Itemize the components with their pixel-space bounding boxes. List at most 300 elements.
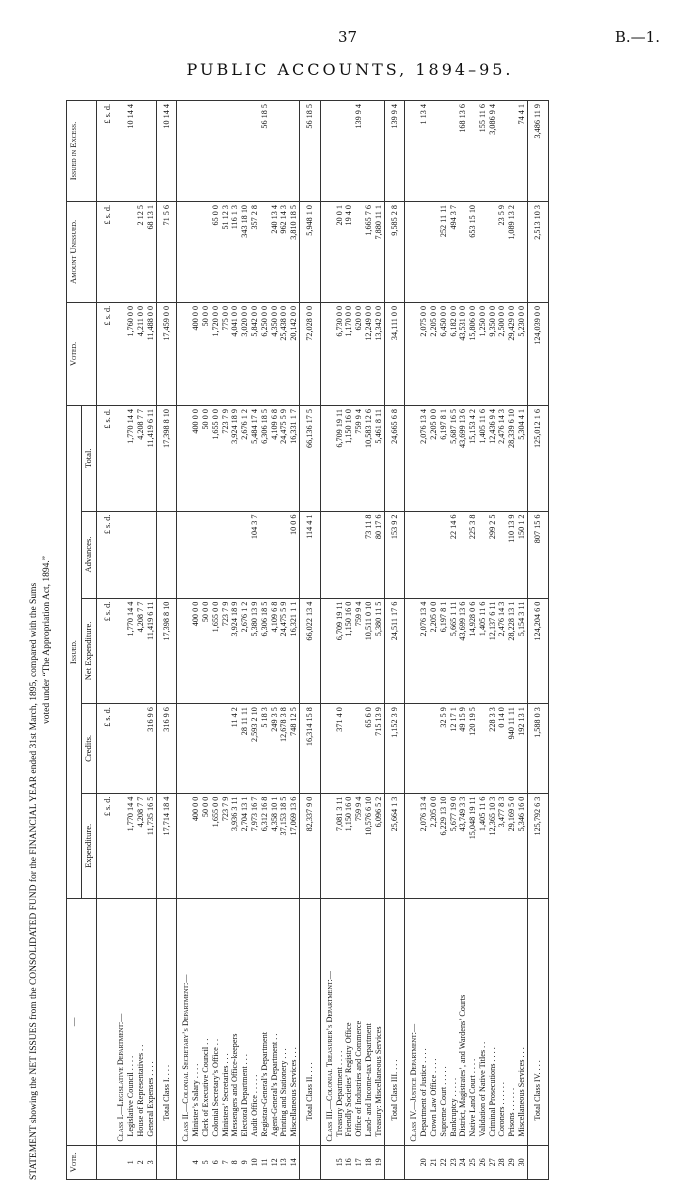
col-advances: Advances.: [81, 511, 96, 598]
amount-voted: 20,142 0 0: [289, 302, 299, 405]
vote-item: Agent-General’s Department . .: [270, 899, 280, 1146]
class-total-row: [299, 101, 320, 1180]
amount-exp: 50 0 0: [201, 793, 211, 898]
table-row: [279, 101, 289, 1180]
amount-excess: 139 9 4: [354, 101, 364, 202]
vote-number: 28: [497, 1145, 507, 1179]
units-label: £ s. d.: [96, 704, 112, 793]
amount-exp: 723 7 9: [221, 793, 231, 898]
amount-net: 12,137 6 11: [488, 598, 498, 703]
vote-number: 10: [250, 1145, 260, 1179]
vote-item: Electoral Department . . .: [240, 899, 250, 1146]
empty-cell: [405, 201, 419, 302]
amount-net: 14,928 0 6: [468, 598, 478, 703]
vote-item: Audit Office . . . . .: [250, 899, 260, 1146]
vote-item: Validation of Native Titles . .: [478, 899, 488, 1146]
table-row: [201, 101, 211, 1180]
total-voted: 17,459 0 0: [156, 302, 177, 405]
statement-heading: STATEMENT showing the NET ISSUES from the CONSOLIDATED FUND for the FINANCIAL YEAR ended 31st March, 1895, compared with the Sums: [29, 582, 39, 1180]
amount-exp: 11,735 16 5: [146, 793, 156, 898]
amount-unissued: 19 4 0: [344, 201, 354, 302]
empty-cell: [320, 1145, 334, 1179]
amount-excess: [146, 101, 156, 202]
total-total: 125,012 1 6: [527, 406, 548, 511]
amount-net: 4,109 6 8: [270, 598, 280, 703]
class-total-label: Total Class III. . . .: [384, 899, 405, 1146]
amount-adv: [335, 511, 345, 598]
amount-excess: [250, 101, 260, 202]
units-label: £ s. d.: [96, 101, 112, 202]
amount-cred: 12,678 3 8: [279, 704, 289, 793]
total-adv: 807 15 6: [527, 511, 548, 598]
amount-net: 4,208 7 7: [136, 598, 146, 703]
amount-net: 16,321 1 1: [289, 598, 299, 703]
amount-unissued: 1,665 7 6: [364, 201, 374, 302]
table-row: [240, 101, 250, 1180]
units-label: £ s. d.: [96, 406, 112, 511]
amount-adv: [439, 511, 449, 598]
amount-unissued: [488, 201, 498, 302]
empty-cell: [320, 598, 334, 703]
class-heading-row: [320, 101, 334, 1180]
amount-total: 43,699 13 6: [458, 406, 468, 511]
total-total: 66,136 17 5: [299, 406, 320, 511]
amount-total: 5,461 8 11: [374, 406, 384, 511]
empty-cell: [320, 793, 334, 898]
total-unissued: 71 5 6: [156, 201, 177, 302]
amount-adv: 150 1 2: [517, 511, 527, 598]
amount-adv: 73 11 8: [364, 511, 374, 598]
amount-adv: 10 0 6: [289, 511, 299, 598]
amount-unissued: 51 12 3: [221, 201, 231, 302]
amount-cred: [419, 704, 429, 793]
amount-excess: 74 4 1: [517, 101, 527, 202]
amount-total: 723 7 9: [221, 406, 231, 511]
amount-unissued: 494 3 7: [449, 201, 459, 302]
vote-number: 12: [270, 1145, 280, 1179]
class-total-row: [384, 101, 405, 1180]
amount-exp: 4,208 7 7: [136, 793, 146, 898]
amount-voted: 775 0 0: [221, 302, 231, 405]
vote-number: 2: [136, 1145, 146, 1179]
amount-voted: 620 0 0: [354, 302, 364, 405]
amount-cred: 316 9 6: [146, 704, 156, 793]
table-row: [468, 101, 478, 1180]
empty-cell: [320, 302, 334, 405]
empty-cell: [177, 101, 191, 202]
amount-adv: [497, 511, 507, 598]
amount-voted: 50 0 0: [201, 302, 211, 405]
total-excess: 139 9 4: [384, 101, 405, 202]
vote-item: District, Magistrates’, and Wardens’ Courts: [458, 899, 468, 1146]
amount-total: 5,304 4 1: [517, 406, 527, 511]
total-voted: 124,039 0 0: [527, 302, 548, 405]
vote-item: Office of Industries and Commerce: [354, 899, 364, 1146]
amount-unissued: [478, 201, 488, 302]
amount-voted: 2,075 0 0: [419, 302, 429, 405]
amount-excess: [136, 101, 146, 202]
vote-number: 17: [354, 1145, 364, 1179]
total-excess: 56 18 5: [299, 101, 320, 202]
amount-exp: 5,346 16 0: [517, 793, 527, 898]
table-row: [146, 101, 156, 1180]
vote-item: Coroners . . . . . .: [497, 899, 507, 1146]
empty-cell: [527, 1145, 548, 1179]
amount-total: 4,109 6 8: [270, 406, 280, 511]
vote-item: Friendly Societies’ Registry Office: [344, 899, 354, 1146]
empty-cell: [112, 704, 126, 793]
empty-cell: [320, 101, 334, 202]
amount-voted: 6,182 0 0: [449, 302, 459, 405]
vote-item: Messengers and Office-keepers: [230, 899, 240, 1146]
amount-adv: [270, 511, 280, 598]
amount-adv: [211, 511, 221, 598]
amount-total: 759 9 4: [354, 406, 364, 511]
table-row: [191, 101, 201, 1180]
vote-number: 29: [507, 1145, 517, 1179]
amount-exp: 2,205 0 0: [429, 793, 439, 898]
amount-excess: 10 14 4: [126, 101, 136, 202]
amount-adv: [458, 511, 468, 598]
amount-adv: 104 3 7: [250, 511, 260, 598]
amount-voted: 3,020 0 0: [240, 302, 250, 405]
amount-excess: [289, 101, 299, 202]
amount-voted: 1,720 0 0: [211, 302, 221, 405]
amount-adv: [201, 511, 211, 598]
vote-number: 30: [517, 1145, 527, 1179]
vote-item: Crown Law Office . . . .: [429, 899, 439, 1146]
amount-cred: [201, 704, 211, 793]
total-exp: 17,714 18 4: [156, 793, 177, 898]
empty-cell: [112, 302, 126, 405]
table-row: [374, 101, 384, 1180]
amount-net: 5,380 13 9: [250, 598, 260, 703]
empty-cell: [405, 793, 419, 898]
vote-number: 21: [429, 1145, 439, 1179]
amount-net: 3,924 18 9: [230, 598, 240, 703]
amount-excess: [221, 101, 231, 202]
amount-excess: 3,086 9 4: [488, 101, 498, 202]
vote-number: 14: [289, 1145, 299, 1179]
table-row: [517, 101, 527, 1180]
table-row: [507, 101, 517, 1180]
vote-number: 9: [240, 1145, 250, 1179]
amount-voted: 15,806 0 0: [468, 302, 478, 405]
amount-unissued: 3,810 18 5: [289, 201, 299, 302]
empty-cell: [177, 406, 191, 511]
amount-total: 3,924 18 9: [230, 406, 240, 511]
amount-exp: 7,973 16 7: [250, 793, 260, 898]
class-heading-row: [177, 101, 191, 1180]
total-voted: 72,028 0 0: [299, 302, 320, 405]
table-row: [364, 101, 374, 1180]
amount-cred: 5 18 3: [260, 704, 270, 793]
empty-cell: [405, 1145, 419, 1179]
amount-total: 1,770 14 4: [126, 406, 136, 511]
table-row: [419, 101, 429, 1180]
amount-excess: [374, 101, 384, 202]
empty-cell: [177, 1145, 191, 1179]
amount-excess: [270, 101, 280, 202]
amount-excess: [344, 101, 354, 202]
amount-voted: 4,041 0 0: [230, 302, 240, 405]
table-body: [96, 101, 548, 1180]
amount-excess: [335, 101, 345, 202]
vote-item: Prisons . . . . . .: [507, 899, 517, 1146]
amount-voted: 5,842 0 0: [250, 302, 260, 405]
amount-exp: 6,096 5 2: [374, 793, 384, 898]
vote-number: 7: [221, 1145, 231, 1179]
amount-cred: 12 17 1: [449, 704, 459, 793]
vote-item: Supreme Court . . . . .: [439, 899, 449, 1146]
amount-total: 50 0 0: [201, 406, 211, 511]
vote-number: 22: [439, 1145, 449, 1179]
amount-net: 10,511 0 10: [364, 598, 374, 703]
total-total: 17,398 8 10: [156, 406, 177, 511]
amount-net: 2,205 0 0: [429, 598, 439, 703]
amount-excess: 155 11 6: [478, 101, 488, 202]
total-cred: 1,588 0 3: [527, 704, 548, 793]
vote-item: General Expenses . . . .: [146, 899, 156, 1146]
table-row: [478, 101, 488, 1180]
amount-cred: 0 14 0: [497, 704, 507, 793]
vote-item: Bankruptcy . . . . .: [449, 899, 459, 1146]
amount-adv: [279, 511, 289, 598]
class-total-row: [527, 101, 548, 1180]
amount-excess: [507, 101, 517, 202]
empty-cell: [320, 704, 334, 793]
amount-net: 11,419 6 11: [146, 598, 156, 703]
amount-total: 12,436 9 4: [488, 406, 498, 511]
amount-excess: [279, 101, 289, 202]
total-net: 66,022 13 4: [299, 598, 320, 703]
col-voted: Voted.: [67, 302, 97, 405]
amount-exp: 1,150 16 0: [344, 793, 354, 898]
class-heading: Class II.—Colonial Secretary’s Department:—: [177, 899, 191, 1146]
units-label: £ s. d.: [96, 201, 112, 302]
amount-excess: [191, 101, 201, 202]
amount-total: 10,583 12 6: [364, 406, 374, 511]
amount-adv: [146, 511, 156, 598]
amount-exp: 7,081 3 11: [335, 793, 345, 898]
amount-total: 16,331 1 7: [289, 406, 299, 511]
vote-item: House of Representatives . .: [136, 899, 146, 1146]
vote-number: 5: [201, 1145, 211, 1179]
vote-item: Legislative Council . . . .: [126, 899, 136, 1146]
amount-exp: 1,770 14 4: [126, 793, 136, 898]
amount-unissued: 2 12 5: [136, 201, 146, 302]
amount-voted: 2,205 0 0: [429, 302, 439, 405]
amount-total: 2,476 14 3: [497, 406, 507, 511]
amount-net: 6,306 18 5: [260, 598, 270, 703]
amount-exp: 5,677 19 0: [449, 793, 459, 898]
amount-adv: [478, 511, 488, 598]
amount-unissued: 23 5 9: [497, 201, 507, 302]
table-row: [497, 101, 507, 1180]
empty-cell: [112, 598, 126, 703]
amount-cred: 228 3 3: [488, 704, 498, 793]
amount-net: 5,154 3 11: [517, 598, 527, 703]
col-vote: Vote.: [67, 1145, 97, 1179]
amount-net: 1,655 0 0: [211, 598, 221, 703]
total-net: 124,204 6 0: [527, 598, 548, 703]
empty-cell: [177, 201, 191, 302]
vote-item: Miscellaneous Services . . .: [289, 899, 299, 1146]
amount-cred: [221, 704, 231, 793]
amount-cred: 715 13 9: [374, 704, 384, 793]
amount-net: 1,770 14 4: [126, 598, 136, 703]
amount-cred: 49 15 9: [458, 704, 468, 793]
amount-cred: [211, 704, 221, 793]
table-row: [260, 101, 270, 1180]
vote-number: 8: [230, 1145, 240, 1179]
amount-net: 759 9 4: [354, 598, 364, 703]
amount-total: 5,687 16 5: [449, 406, 459, 511]
vote-number: 19: [374, 1145, 384, 1179]
amount-unissued: 357 2 8: [250, 201, 260, 302]
amount-unissued: [517, 201, 527, 302]
empty-cell: [177, 598, 191, 703]
amount-net: 6,709 19 11: [335, 598, 345, 703]
amount-net: 400 0 0: [191, 598, 201, 703]
units-label: £ s. d.: [96, 302, 112, 405]
vote-number: 18: [364, 1145, 374, 1179]
col-issued: Issued.: [67, 406, 82, 899]
amount-cred: 940 11 11: [507, 704, 517, 793]
vote-number: 4: [191, 1145, 201, 1179]
empty-cell: [299, 1145, 320, 1179]
vote-item: Ministers’ Secretaries . . .: [221, 899, 231, 1146]
amount-cred: [429, 704, 439, 793]
amount-net: 43,699 13 6: [458, 598, 468, 703]
empty-cell: [405, 406, 419, 511]
empty-cell: [112, 406, 126, 511]
col-total: Total.: [81, 406, 96, 511]
amount-adv: [126, 511, 136, 598]
amount-exp: 1,655 0 0: [211, 793, 221, 898]
empty-cell: [112, 511, 126, 598]
amount-excess: 56 18 5: [260, 101, 270, 202]
amount-total: 1,150 16 0: [344, 406, 354, 511]
total-unissued: 9,585 2 8: [384, 201, 405, 302]
amount-adv: [240, 511, 250, 598]
table-row: [488, 101, 498, 1180]
rotated-statement: [28, 100, 668, 1180]
amount-cred: 249 3 5: [270, 704, 280, 793]
total-excess: 10 14 4: [156, 101, 177, 202]
vote-item: Miscellaneous Services . . .: [517, 899, 527, 1146]
total-voted: 34,111 0 0: [384, 302, 405, 405]
amount-cred: 32 5 9: [439, 704, 449, 793]
units-label: £ s. d.: [96, 793, 112, 898]
vote-number: 6: [211, 1145, 221, 1179]
table-row: [449, 101, 459, 1180]
amount-exp: 759 9 4: [354, 793, 364, 898]
amount-excess: [468, 101, 478, 202]
amount-total: 400 0 0: [191, 406, 201, 511]
amount-voted: 12,249 0 0: [364, 302, 374, 405]
amount-voted: 4,211 0 0: [136, 302, 146, 405]
amount-net: 50 0 0: [201, 598, 211, 703]
amount-adv: 299 2 5: [488, 511, 498, 598]
amount-voted: 6,250 0 0: [260, 302, 270, 405]
col-unissued: Amount Unissued.: [67, 201, 97, 302]
total-cred: 316 9 6: [156, 704, 177, 793]
amount-voted: 1,250 0 0: [478, 302, 488, 405]
vote-item: Minister’s Salary . . . .: [191, 899, 201, 1146]
amount-total: 6,306 18 5: [260, 406, 270, 511]
empty-cell: [405, 302, 419, 405]
total-exp: 82,337 9 0: [299, 793, 320, 898]
units-row: [96, 101, 112, 1180]
amount-unissued: 116 1 3: [230, 201, 240, 302]
amount-unissued: [354, 201, 364, 302]
amount-net: 2,476 14 3: [497, 598, 507, 703]
vote-number: 3: [146, 1145, 156, 1179]
empty-cell: [320, 201, 334, 302]
amount-cred: [136, 704, 146, 793]
amount-exp: 17,069 13 6: [289, 793, 299, 898]
amount-net: 2,676 1 2: [240, 598, 250, 703]
col-excess: Issued in Excess.: [67, 101, 97, 202]
total-cred: 1,152 3 9: [384, 704, 405, 793]
total-adv: 153 9 2: [384, 511, 405, 598]
amount-exp: 400 0 0: [191, 793, 201, 898]
vote-item: Native Land Court . . . .: [468, 899, 478, 1146]
amount-voted: 11,488 0 0: [146, 302, 156, 405]
amount-net: 24,475 5 9: [279, 598, 289, 703]
amount-exp: 29,169 5 0: [507, 793, 517, 898]
amount-exp: 37,153 18 5: [279, 793, 289, 898]
table-row: [429, 101, 439, 1180]
amount-total: 24,475 5 9: [279, 406, 289, 511]
table-row: [335, 101, 345, 1180]
amount-excess: [211, 101, 221, 202]
class-total-label: Total Class II. . . .: [299, 899, 320, 1146]
table-row: [439, 101, 449, 1180]
amount-unissued: 65 0 0: [211, 201, 221, 302]
empty-cell: [177, 793, 191, 898]
amount-cred: 120 19 5: [468, 704, 478, 793]
amount-unissued: 1,089 13 2: [507, 201, 517, 302]
amount-unissued: 7,880 11 1: [374, 201, 384, 302]
amount-unissued: [260, 201, 270, 302]
amount-exp: 15,048 19 11: [468, 793, 478, 898]
class-total-label: Total Class IV. . . .: [527, 899, 548, 1146]
total-net: 24,511 17 6: [384, 598, 405, 703]
amount-voted: 43,531 0 0: [458, 302, 468, 405]
amount-voted: 1,760 0 0: [126, 302, 136, 405]
amount-voted: 4,350 0 0: [270, 302, 280, 405]
col-net-expenditure: Net Expenditure.: [81, 598, 96, 703]
total-unissued: 5,948 1 0: [299, 201, 320, 302]
amount-excess: [449, 101, 459, 202]
class-heading: Class IV.—Justice Department:—: [405, 899, 419, 1146]
amount-exp: 12,365 10 3: [488, 793, 498, 898]
amount-cred: 11 4 2: [230, 704, 240, 793]
vote-number: 20: [419, 1145, 429, 1179]
page-number: 37: [338, 28, 358, 46]
empty-cell: [384, 1145, 405, 1179]
units-label: £ s. d.: [96, 511, 112, 598]
amount-total: 2,676 1 2: [240, 406, 250, 511]
amount-excess: [230, 101, 240, 202]
amount-excess: 1 13 4: [419, 101, 429, 202]
col-expenditure: Expenditure.: [81, 793, 96, 898]
class-heading-row: [405, 101, 419, 1180]
amount-exp: 1,405 11 6: [478, 793, 488, 898]
amount-total: 5,484 17 4: [250, 406, 260, 511]
